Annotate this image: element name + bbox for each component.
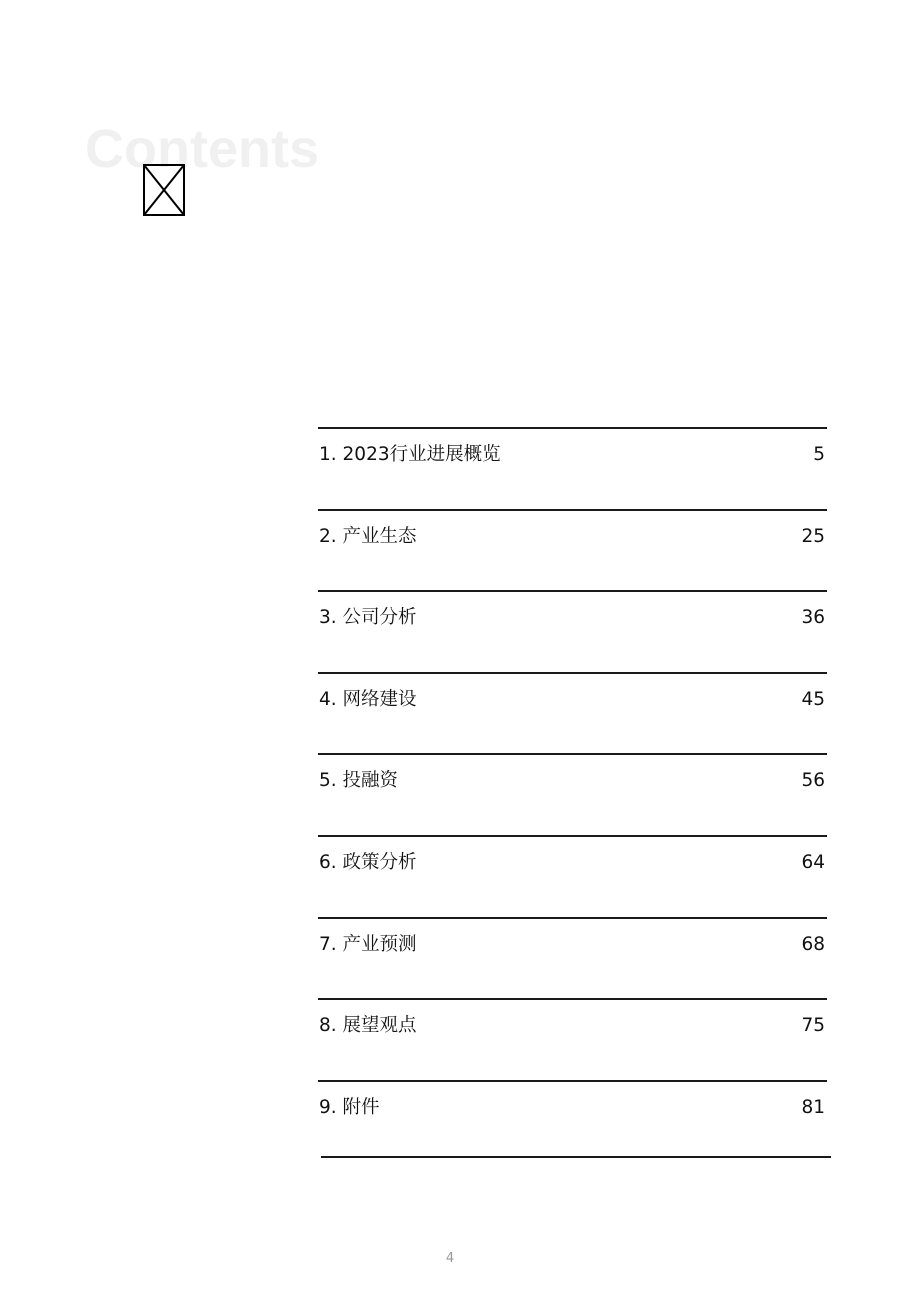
toc-item-label: 1. 2023行业进展概览 [319,444,501,465]
toc-item-label: 6. 政策分析 [319,851,417,873]
toc-item-page: 68 [801,933,825,955]
toc-item-page: 56 [801,770,825,792]
toc-item[interactable] [318,427,827,507]
toc-item[interactable] [318,753,827,833]
toc-item[interactable] [318,590,827,670]
toc-item-page: 64 [801,851,825,873]
page-number: 4 [445,1251,455,1266]
toc-item-label: 3. 公司分析 [319,607,417,629]
toc-item-page: 36 [801,607,825,629]
toc-item-label: 7. 产业预测 [319,933,417,955]
broken-image-icon [143,164,185,216]
toc-item[interactable] [318,835,827,915]
toc-item[interactable] [318,1080,827,1160]
toc-item[interactable] [318,672,827,752]
toc-item-label: 8. 展望观点 [319,1015,417,1037]
toc-item-page: 75 [801,1015,825,1037]
toc-item-page: 45 [801,688,825,710]
toc-item-page: 25 [801,525,825,547]
toc-item[interactable] [318,509,827,589]
toc-item-page: 5 [813,444,825,465]
toc-item-label: 5. 投融资 [319,770,399,792]
toc-item-label: 2. 产业生态 [319,525,417,547]
toc-item[interactable] [318,998,827,1078]
toc-end-divider [321,1156,831,1158]
toc-item[interactable] [318,917,827,997]
table-of-contents [318,427,827,1161]
toc-item-label: 4. 网络建设 [319,688,417,710]
toc-item-label: 9. 附件 [319,1096,380,1118]
contents-title: Contents [85,119,319,179]
toc-item-page: 81 [801,1096,825,1118]
